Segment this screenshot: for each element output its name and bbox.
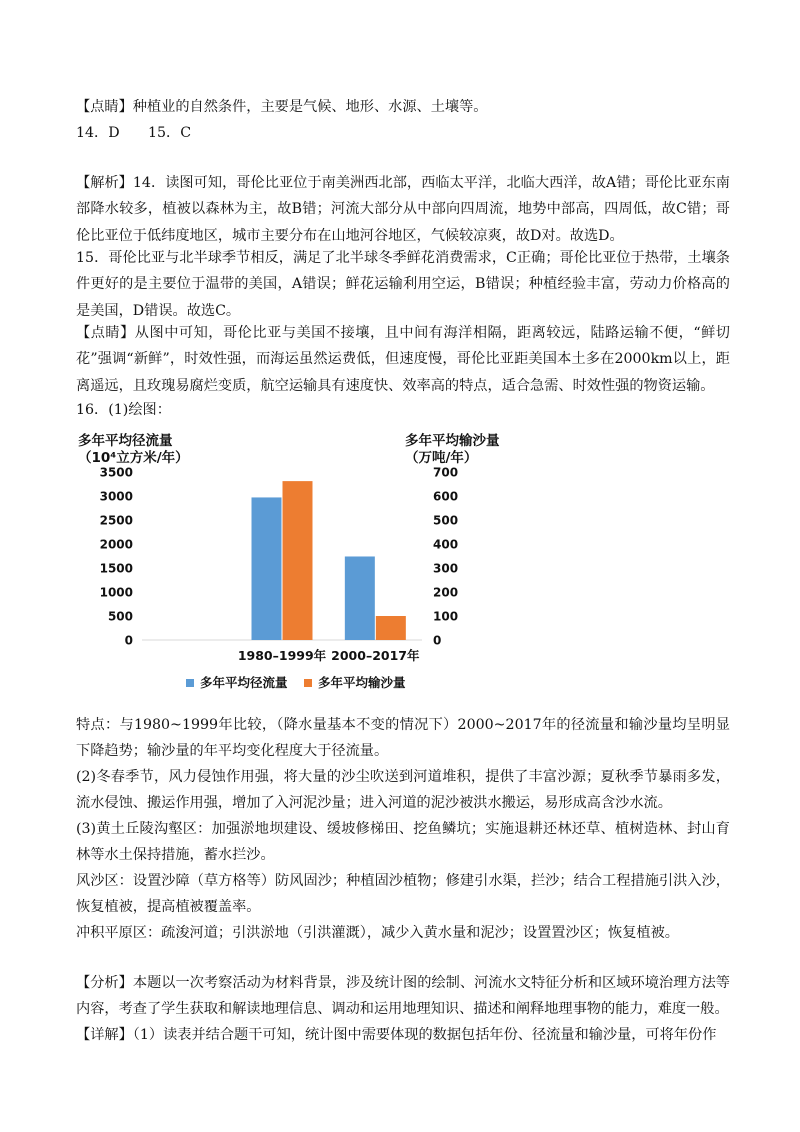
features-text: 特点：与1980~1999年比较，（降水量基本不变的情况下）2000~2017年的径流量和输沙量均呈明显下降趋势；输沙量的年平均变化程度大于径流量。 — [76, 717, 730, 760]
tip-paragraph-1 — [76, 94, 730, 120]
left-axis-label — [78, 432, 189, 466]
legend-label: 多年平均径流量 — [200, 675, 288, 690]
tip-tag: 【点睛】 — [76, 99, 133, 115]
bar-sediment — [376, 616, 406, 640]
left-axis-ticks — [100, 466, 133, 648]
analysis-paragraph-14 — [76, 170, 730, 249]
legend-swatch — [186, 679, 194, 687]
tip-text: 种植业的自然条件，主要是气候、地形、水源、土壤等。 — [132, 99, 488, 115]
runoff-sediment-bar-chart — [76, 428, 500, 698]
right-tick-label: 300 — [433, 561, 459, 576]
analysis-tag: 【解析】 — [76, 175, 133, 191]
analysis-paragraph-15 — [76, 245, 730, 324]
answer-line — [76, 120, 730, 146]
q15-text: 15．哥伦比亚与北半球季节相反，满足了北半球冬季鲜花消费需求，C正确；哥伦比亚位于热带，土壤条件更好的是主要位于温带的美国，A错误；鲜花运输利用空运，B错误；种植经验丰富，劳动力价格高的是美国，D错误。故选C。 — [76, 250, 730, 319]
right-axis-label — [405, 432, 500, 466]
q16-heading-text: 16．(1)绘图： — [76, 402, 171, 418]
analysis-summary-text: 本题以一次考察活动为材料背景，涉及统计图的绘制、河流水文特征分析和区域环境治理方法等内容，考查了学生获取和解读地理信息、调动和运用地理知识、描述和阐释地理事物的能力，难度一般。 — [76, 975, 730, 1018]
right-tick-label: 200 — [433, 585, 459, 600]
sand-area-paragraph — [76, 868, 730, 921]
category-label: 2000–2017年 — [331, 648, 420, 663]
answer-3-text: (3)黄土丘陵沟壑区：加强淤地坝建设、缓坡修梯田、挖鱼鳞坑；实施退耕还林还草、植树造林、封山育林等水土保持措施，蓄水拦沙。 — [76, 821, 730, 864]
answer-2-text: (2)冬春季节，风力侵蚀作用强，将大量的沙尘吹送到河道堆积，提供了丰富沙源；夏秋季节暴雨多发，流水侵蚀、搬运作用强，增加了入河泥沙量；进入河道的泥沙被洪水搬运，易形成高含沙水流。 — [76, 769, 730, 812]
right-tick-label: 700 — [433, 465, 459, 480]
answer-text: 14．D 15．C — [76, 125, 192, 141]
analysis-summary-paragraph — [76, 970, 730, 1023]
detail-text: （1）读表并结合题干可知，统计图中需要体现的数据包括年份、径流量和输沙量，可将年份作 — [132, 1027, 717, 1043]
left-tick-label: 3500 — [99, 465, 133, 480]
bars-group — [252, 481, 406, 640]
right-tick-label: 500 — [433, 513, 459, 528]
legend-swatch — [304, 679, 312, 687]
category-label: 1980–1999年 — [237, 648, 327, 663]
right-tick-label: 100 — [433, 609, 459, 624]
bar-runoff — [345, 556, 375, 640]
plain-area-paragraph — [76, 920, 730, 946]
bar-runoff — [252, 497, 282, 640]
features-paragraph — [76, 712, 730, 765]
left-tick-label: 1500 — [99, 561, 133, 576]
left-tick-label: 2000 — [99, 537, 133, 552]
right-tick-label: 400 — [433, 537, 459, 552]
right-axis-label-line: （万吨/年） — [405, 450, 478, 466]
tip-paragraph-2 — [76, 320, 730, 399]
analysis-summary-tag: 【分析】 — [76, 975, 133, 991]
left-axis-label-line: 多年平均径流量 — [78, 433, 173, 449]
detail-tag: 【详解】 — [76, 1027, 133, 1043]
plain-area-text: 冲积平原区：疏浚河道；引洪淤地（引洪灌溉），减少入黄水量和泥沙；设置置沙区；恢复植被。 — [76, 925, 679, 941]
right-tick-label: 600 — [433, 489, 459, 504]
left-tick-label: 1000 — [99, 585, 133, 600]
right-axis-label-line: 多年平均输沙量 — [405, 433, 500, 449]
answer-2-paragraph — [76, 764, 730, 817]
detail-paragraph — [76, 1022, 730, 1048]
left-axis-label-line: （10⁴立方米/年） — [78, 450, 189, 466]
category-labels — [238, 648, 420, 663]
answer-3-paragraph — [76, 816, 730, 869]
chart-legend — [186, 675, 406, 690]
bar-sediment — [283, 481, 313, 640]
sand-area-text: 风沙区：设置沙障（草方格等）防风固沙；种植固沙植物；修建引水渠，拦沙；结合工程措施引洪入沙，恢复植被，提高植被覆盖率。 — [76, 873, 730, 916]
right-axis-ticks — [433, 466, 458, 648]
left-tick-label: 0 — [124, 633, 133, 648]
tip-tag-2: 【点睛】 — [76, 325, 135, 341]
left-tick-label: 500 — [107, 609, 133, 624]
right-tick-label: 0 — [433, 633, 442, 648]
legend-label: 多年平均输沙量 — [318, 675, 406, 690]
q16-heading — [76, 397, 730, 423]
tip-text-2: 从图中可知，哥伦比亚与美国不接壤，且中间有海洋相隔，距离较远，陆路运输不便，“鲜切花”强调“新鲜”，时效性强，而海运虽然运费低，但速度慢，哥伦比亚距美国本土多在2000km以上，距离遥远，且玫瑰易腐烂变质，航空运输具有速度快、效率高的特点，适合急需、时效性强的物资运输。 — [76, 325, 730, 394]
left-tick-label: 3000 — [99, 489, 133, 504]
analysis-text: 14．读图可知，哥伦比亚位于南美洲西北部，西临太平洋，北临大西洋，故A错；哥伦比亚东南部降水较多，植被以森林为主，故B错；河流大部分从中部向四周流，地势中部高，四周低，故C错；哥伦比亚位于低纬度地区，城市主要分布在山地河谷地区，气候较凉爽，故D对。故选D。 — [76, 175, 730, 244]
left-tick-label: 2500 — [99, 513, 133, 528]
